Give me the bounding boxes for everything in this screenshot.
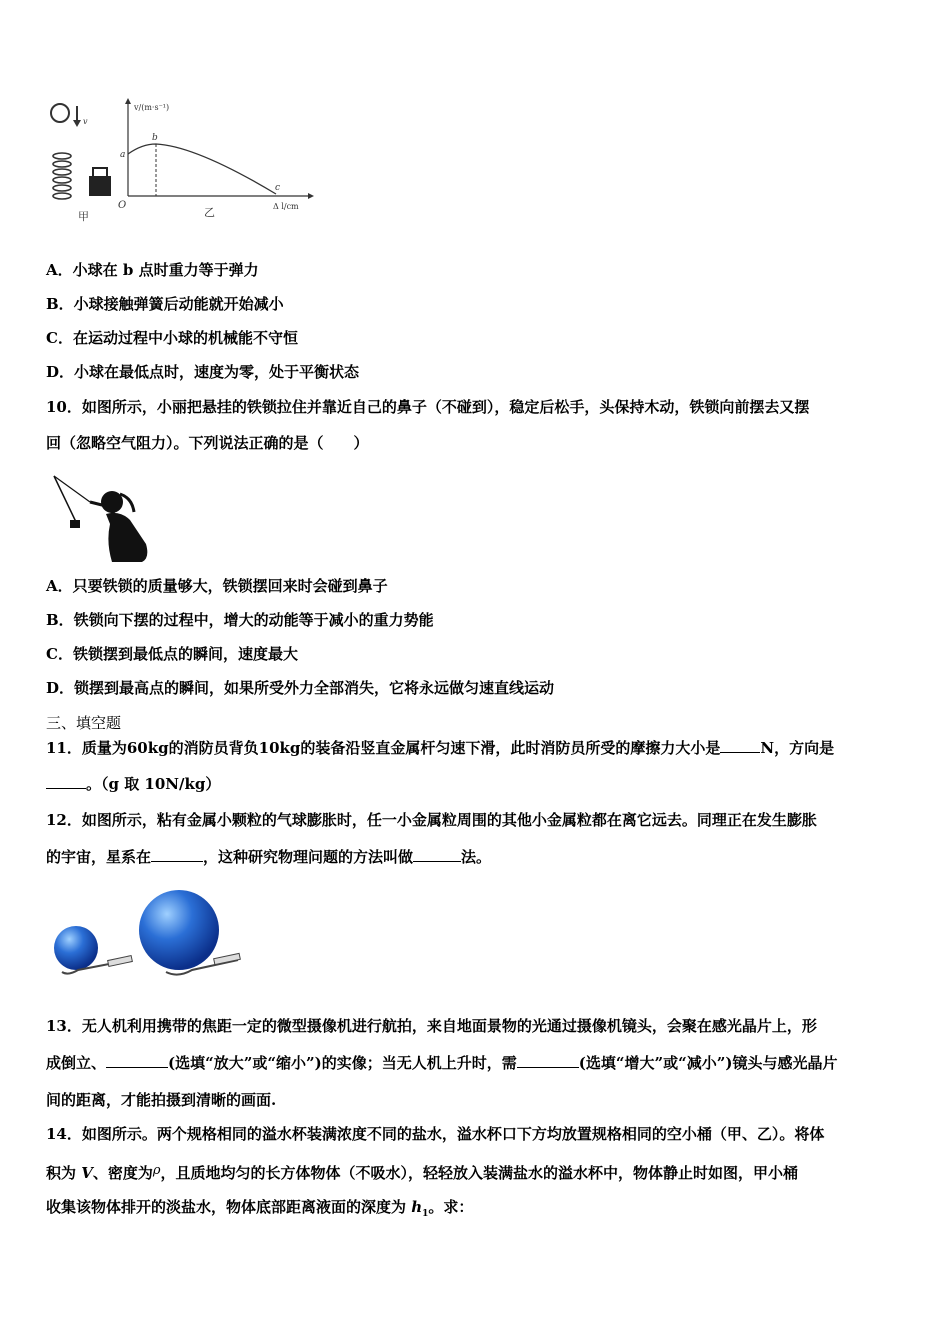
x-axis-arrowhead — [308, 193, 314, 199]
q14-line2 — [46, 1161, 798, 1183]
spring-velocity-svg — [46, 96, 316, 226]
q11-blank-2 — [46, 774, 86, 789]
q14-text-3: ，且质地均匀的长方体物体（不吸水），轻轻放入装满盐水的溢水杯中，物体静止时如图，甲小桶 — [160, 1164, 799, 1182]
q14-text-4: 收集该物体排开的淡盐水，物体底部距离液面的深度为 — [46, 1198, 412, 1216]
q14-var-v: V — [81, 1164, 93, 1182]
arrow-v-label: v — [83, 117, 88, 126]
q13-blank-1 — [106, 1053, 168, 1068]
q13-blank-2 — [517, 1053, 579, 1068]
pendulum-girl-svg — [50, 472, 160, 567]
q10-option-c: C．铁锁摆到最低点的瞬间，速度最大 — [46, 645, 298, 663]
q10-option-a: A．只要铁锁的质量够大，铁锁摆回来时会碰到鼻子 — [46, 577, 388, 595]
label-yi: 乙 — [204, 206, 215, 219]
large-balloon — [139, 890, 219, 970]
q13-line2 — [46, 1053, 837, 1073]
iron-lock — [70, 520, 80, 528]
q14-var-rho: ρ — [152, 1163, 161, 1178]
q14-text-5: 。求： — [428, 1198, 474, 1216]
balloons-svg — [48, 884, 248, 984]
point-b-label: b — [152, 133, 158, 143]
balloons-figure — [48, 884, 248, 984]
spring-velocity-figure — [46, 96, 316, 226]
q14-text-2: 、密度为 — [92, 1164, 153, 1182]
q11-blank-1 — [720, 738, 760, 753]
q11-line1 — [46, 738, 834, 758]
q12-text-2: ，这种研究物理问题的方法叫做 — [203, 848, 414, 866]
q11-text-3: 。（g 取 10N/kg） — [86, 775, 221, 793]
q14-line3 — [46, 1197, 473, 1224]
q9-option-d: D．小球在最低点时，速度为零，处于平衡状态 — [46, 363, 360, 381]
q13-text-2: (选填“放大”或“缩小”)的实像；当无人机上升时，需 — [168, 1054, 517, 1072]
q11-text-2: N，方向是 — [760, 739, 835, 757]
q10-stem-line2: 回（忽略空气阻力）。下列说法正确的是（ ） — [46, 434, 369, 452]
q12-blank-1 — [151, 847, 203, 862]
q12-text-1: 的宇宙，星系在 — [46, 848, 152, 866]
y-axis-label: v/(m·s⁻¹) — [134, 103, 170, 112]
q12-line2 — [46, 847, 491, 867]
section-title: 三、填空题 — [46, 714, 122, 732]
velocity-arrowhead — [73, 120, 81, 127]
origin-label: O — [118, 200, 127, 211]
q9-option-b: B．小球接触弹簧后动能就开始减小 — [46, 295, 284, 313]
y-axis-arrowhead — [125, 98, 131, 104]
q11-text-1: 11．质量为60kg的消防员背负10kg的装备沿竖直金属杆匀速下滑，此时消防员所受的摩擦力大小是 — [46, 739, 721, 757]
point-a-label: a — [120, 150, 126, 160]
q11-line2 — [46, 774, 220, 794]
small-pump-body — [108, 956, 133, 967]
q14-line1: 14．如图所示。两个规格相同的溢水杯装满浓度不同的盐水，溢水杯口下方均放置规格相同的空小桶（甲、乙）。将体 — [46, 1125, 825, 1143]
point-c-label: c — [275, 183, 281, 193]
q14-text-1: 积为 — [46, 1164, 82, 1182]
q10-stem-line1: 10．如图所示，小丽把悬挂的铁锁拉住并靠近自己的鼻子（不碰到），稳定后松手，头保持木动，铁锁向前摆去又摆 — [46, 398, 810, 416]
pendulum-string — [54, 476, 76, 522]
ball-shape — [51, 104, 69, 122]
q13-line1: 13．无人机利用携带的焦距一定的微型摄像机进行航拍，来自地面景物的光通过摄像机镜头，会聚在感光晶片上，形 — [46, 1017, 817, 1035]
q13-text-1: 成倒立、 — [46, 1054, 107, 1072]
q12-blank-2 — [413, 847, 461, 862]
girl-body — [106, 513, 147, 562]
girl-head — [101, 491, 123, 513]
q13-line3: 间的距离，才能拍摄到清晰的画面. — [46, 1091, 277, 1109]
spring-shape — [53, 153, 71, 199]
q12-line1: 12．如图所示，粘有金属小颗粒的气球膨胀时，任一小金属粒周围的其他小金属粒都在离它远去。同理正在发生膨胀 — [46, 811, 817, 829]
small-balloon — [54, 926, 98, 970]
q9-option-c: C．在运动过程中小球的机械能不守恒 — [46, 329, 298, 347]
q13-text-3: (选填“增大”或“减小”)镜头与感光晶片 — [578, 1054, 838, 1072]
velocity-curve — [128, 144, 276, 194]
q9-option-a: A．小球在 b 点时重力等于弹力 — [46, 261, 259, 279]
x-axis-label: Δ l/cm — [273, 202, 299, 211]
q14-sub-1: 1 — [422, 1209, 429, 1219]
q10-option-b: B．铁锁向下摆的过程中，增大的动能等于减小的重力势能 — [46, 611, 434, 629]
q12-text-3: 法。 — [461, 848, 492, 866]
q10-option-d: D．锁摆到最高点的瞬间，如果所受外力全部消失，它将永远做匀速直线运动 — [46, 679, 555, 697]
pendulum-girl-figure — [50, 472, 160, 567]
label-jia: 甲 — [78, 210, 89, 223]
q14-var-h: h — [411, 1198, 423, 1216]
